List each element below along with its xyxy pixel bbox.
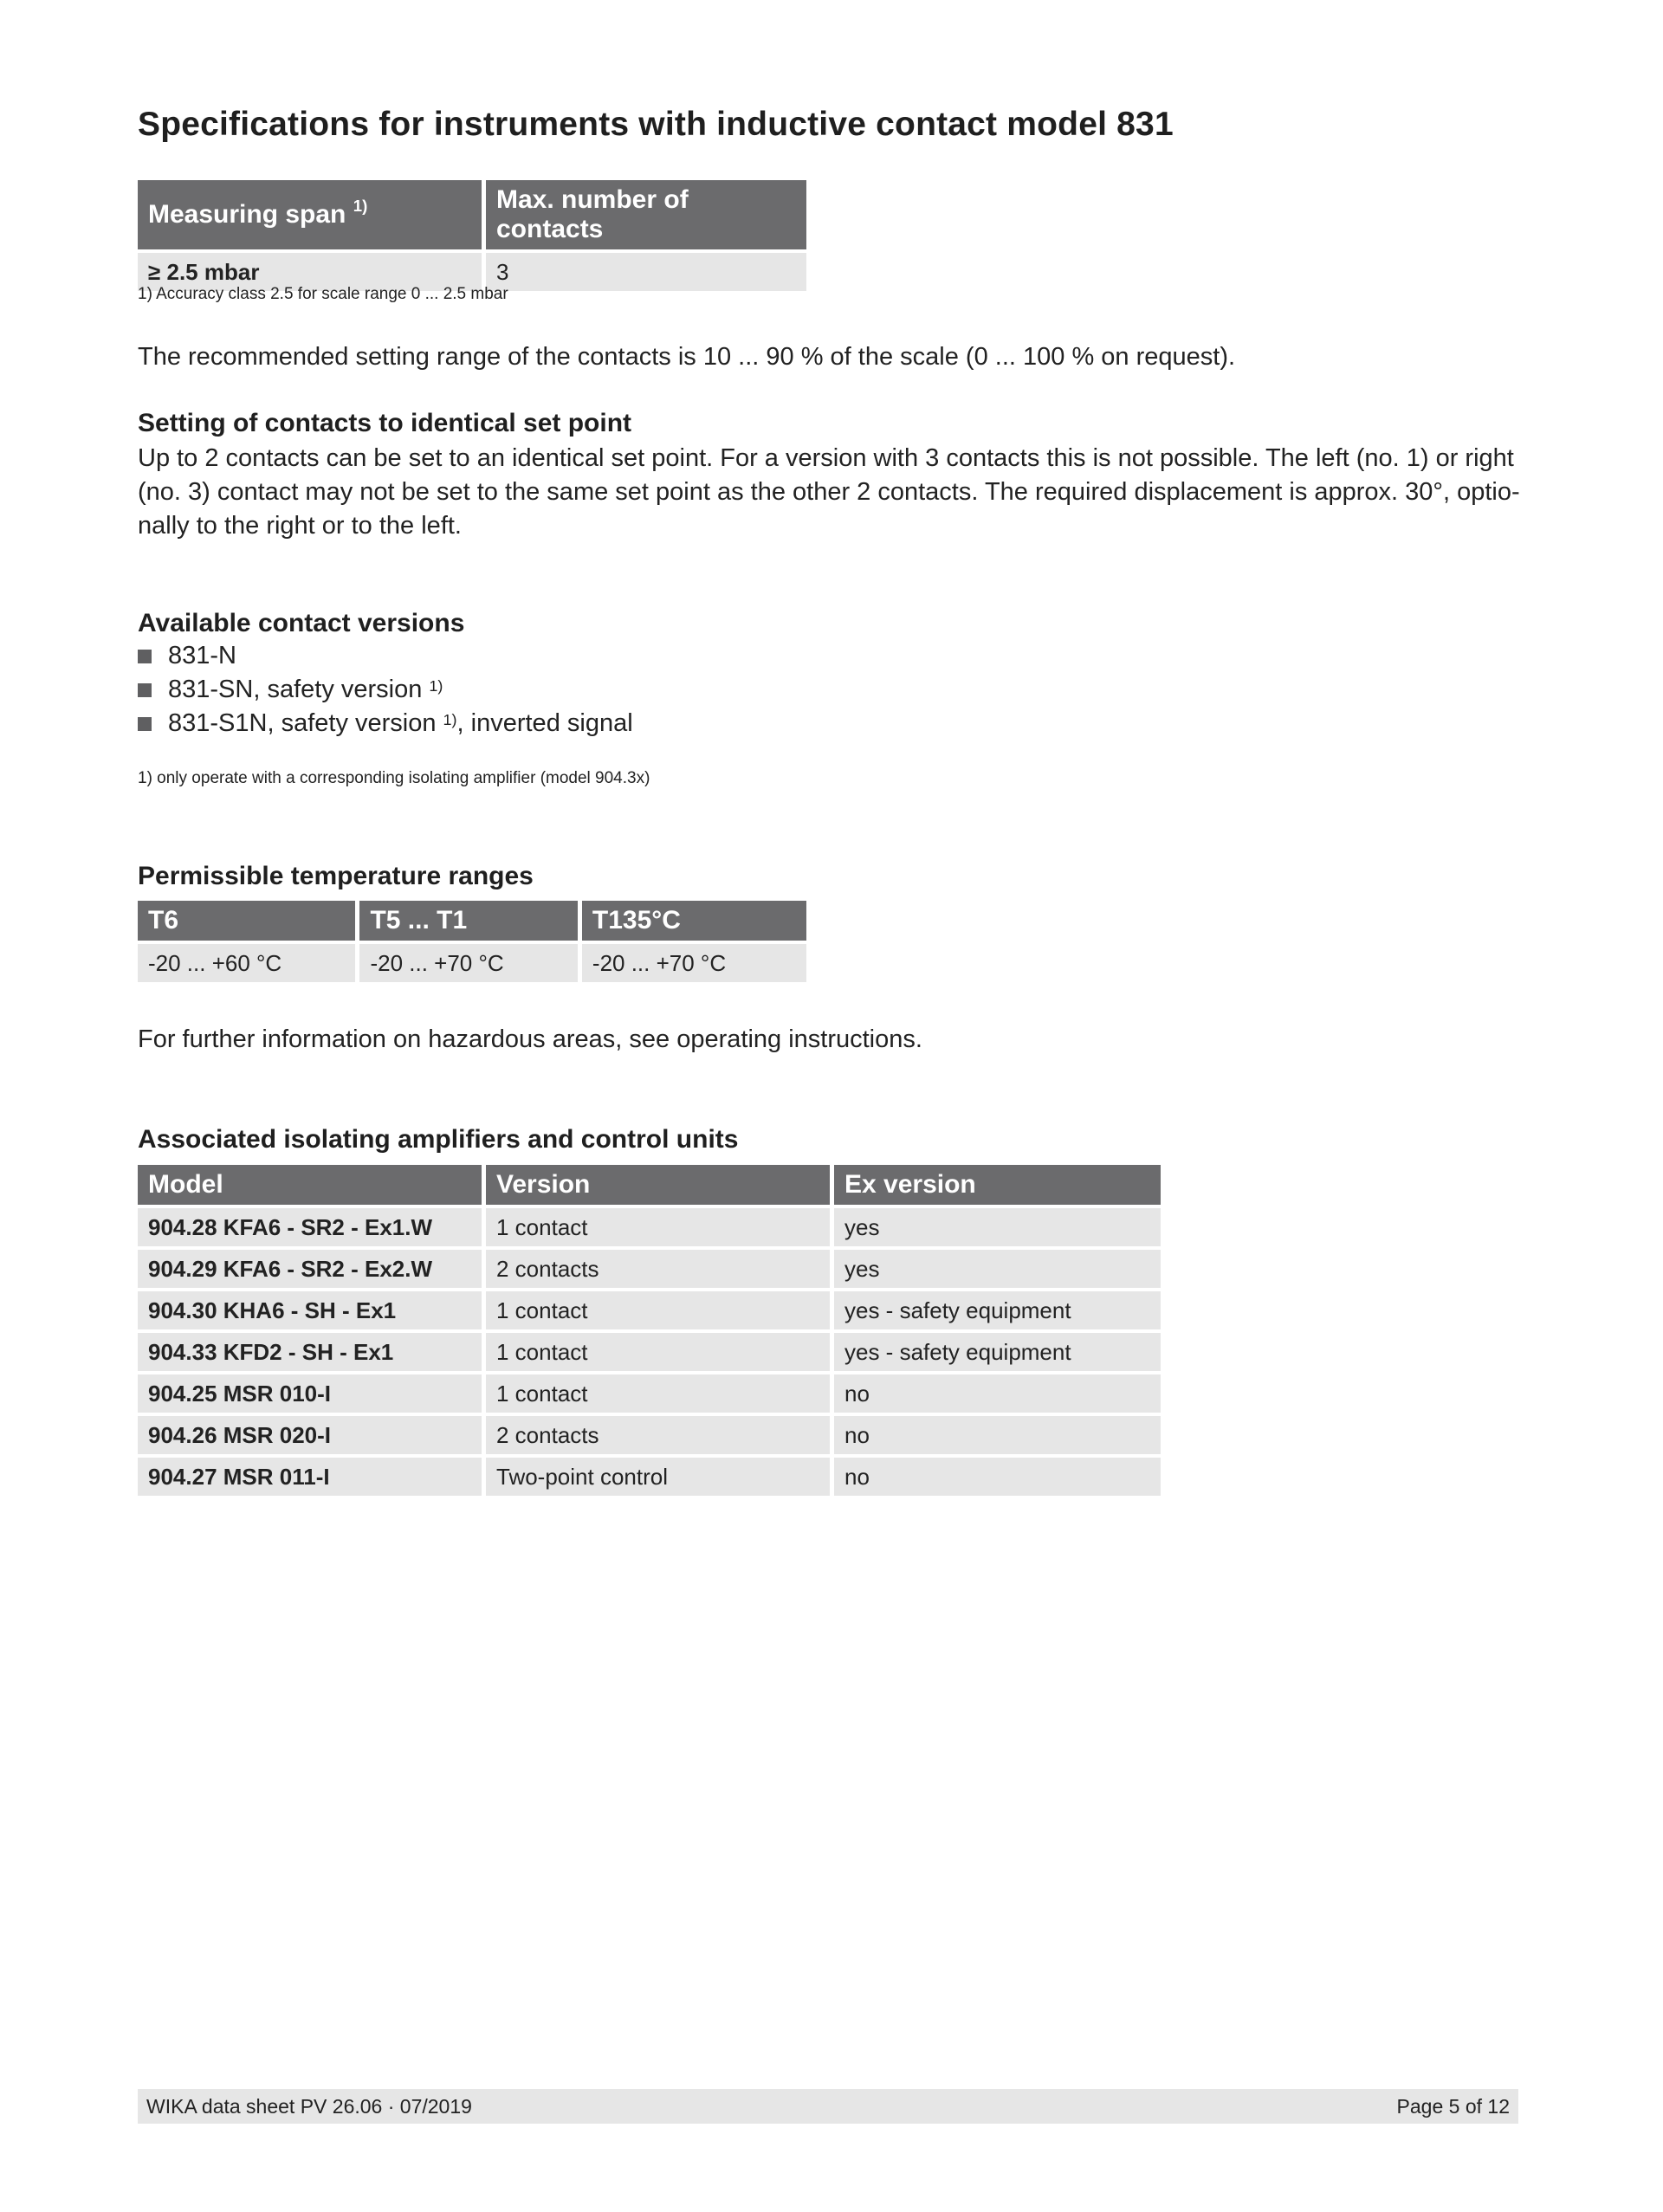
list-item: 831-SN, safety version $^{1)}$: [138, 673, 633, 707]
table-header: Version: [486, 1165, 830, 1205]
hazard-text: For further information on hazardous areas, see operating instructions.: [138, 1025, 922, 1053]
setpoint-line: (no. 3) contact may not be set to the same set point as the other 2 contacts. The required displacement is approx. 30°, optio-: [138, 478, 1520, 506]
recommended-text: The recommended setting range of the contacts is 10 ... 90 % of the scale (0 ... 100 % on request).: [138, 343, 1236, 371]
table-cell: 2 contacts: [486, 1416, 830, 1454]
table-cell: 904.33 KFD2 - SH - Ex1: [138, 1333, 482, 1371]
table-cell: yes: [834, 1250, 1161, 1288]
table-row: [138, 1208, 1161, 1246]
table-header: T135°C: [582, 901, 806, 941]
versions-heading: Available contact versions: [138, 609, 465, 637]
table-cell: 904.27 MSR 011-I: [138, 1458, 482, 1496]
table-row: [138, 1250, 1161, 1288]
table-cell: 1 contact: [486, 1374, 830, 1413]
table-cell: 1 contact: [486, 1333, 830, 1371]
amplifiers-table: [133, 1161, 1165, 1499]
bullet-square-icon: [138, 683, 152, 697]
page-title: Specifications for instruments with inductive contact model 831: [138, 106, 1174, 143]
table-cell: yes - safety equipment: [834, 1291, 1161, 1329]
table-row: [138, 1291, 1161, 1329]
table-cell: no: [834, 1458, 1161, 1496]
table-cell: yes - safety equipment: [834, 1333, 1161, 1371]
table-header-row: [138, 1165, 1161, 1205]
bullet-square-icon: [138, 717, 152, 731]
table-cell: 2 contacts: [486, 1250, 830, 1288]
list-item: 831-S1N, safety version $^{1)}$ , inverted signal: [138, 707, 633, 741]
table-cell: 904.29 KFA6 - SR2 - Ex2.W: [138, 1250, 482, 1288]
versions-list: [138, 639, 633, 741]
table-cell: 904.30 KHA6 - SH - Ex1: [138, 1291, 482, 1329]
table-cell: yes: [834, 1208, 1161, 1246]
setpoint-line: nally to the right or to the left.: [138, 512, 462, 540]
bullet-square-icon: [138, 650, 152, 663]
table-header: Max. number of contacts: [486, 180, 806, 249]
page-footer: [138, 2089, 1518, 2124]
table-header-row: [138, 901, 806, 941]
amplifiers-heading: Associated isolating amplifiers and control units: [138, 1125, 739, 1154]
spec-table: [133, 177, 811, 294]
table-cell: Two-point control: [486, 1458, 830, 1496]
list-item: 831-N: [138, 639, 633, 673]
table-cell: no: [834, 1374, 1161, 1413]
table-cell: 1 contact: [486, 1208, 830, 1246]
table-row: [138, 1416, 1161, 1454]
table-cell: 904.28 KFA6 - SR2 - Ex1.W: [138, 1208, 482, 1246]
table-cell: 904.25 MSR 010-I: [138, 1374, 482, 1413]
table-cell: -20 ... +70 °C: [582, 944, 806, 982]
temperature-heading: Permissible temperature ranges: [138, 862, 534, 890]
spec-footnote: 1) Accuracy class 2.5 for scale range 0 ... 2.5 mbar: [138, 285, 508, 303]
table-cell: 904.26 MSR 020-I: [138, 1416, 482, 1454]
table-header-row: [138, 180, 806, 249]
table-header: T5 ... T1: [359, 901, 577, 941]
footer-doc-id: WIKA data sheet PV 26.06 · 07/2019: [146, 2094, 472, 2118]
table-header: Ex version: [834, 1165, 1161, 1205]
footnote-marker: 1): [443, 711, 457, 728]
footer-page-number: Page 5 of 12: [1396, 2094, 1510, 2118]
table-cell: -20 ... +60 °C: [138, 944, 355, 982]
table-header: T6: [138, 901, 355, 941]
table-header: Model: [138, 1165, 482, 1205]
setpoint-heading: Setting of contacts to identical set point: [138, 409, 632, 437]
table-row: [138, 944, 806, 982]
table-cell: 3: [486, 253, 806, 291]
table-cell: -20 ... +70 °C: [359, 944, 577, 982]
table-cell: no: [834, 1416, 1161, 1454]
versions-footnote: 1) only operate with a corresponding isolating amplifier (model 904.3x): [138, 769, 650, 787]
footnote-marker: 1): [353, 197, 368, 215]
table-header: Measuring span $^{1)}$: [138, 180, 482, 249]
table-row: [138, 1458, 1161, 1496]
table-cell: 1 contact: [486, 1291, 830, 1329]
table-row: [138, 1374, 1161, 1413]
setpoint-line: Up to 2 contacts can be set to an identical set point. For a version with 3 contacts this is not possible. The left (no. 1) or right: [138, 444, 1514, 472]
table-row: [138, 1333, 1161, 1371]
temperature-table: [133, 897, 811, 986]
table-cell: ≥ 2.5 mbar: [138, 253, 482, 291]
footnote-marker: 1): [429, 677, 443, 695]
setpoint-text: [138, 442, 1520, 543]
